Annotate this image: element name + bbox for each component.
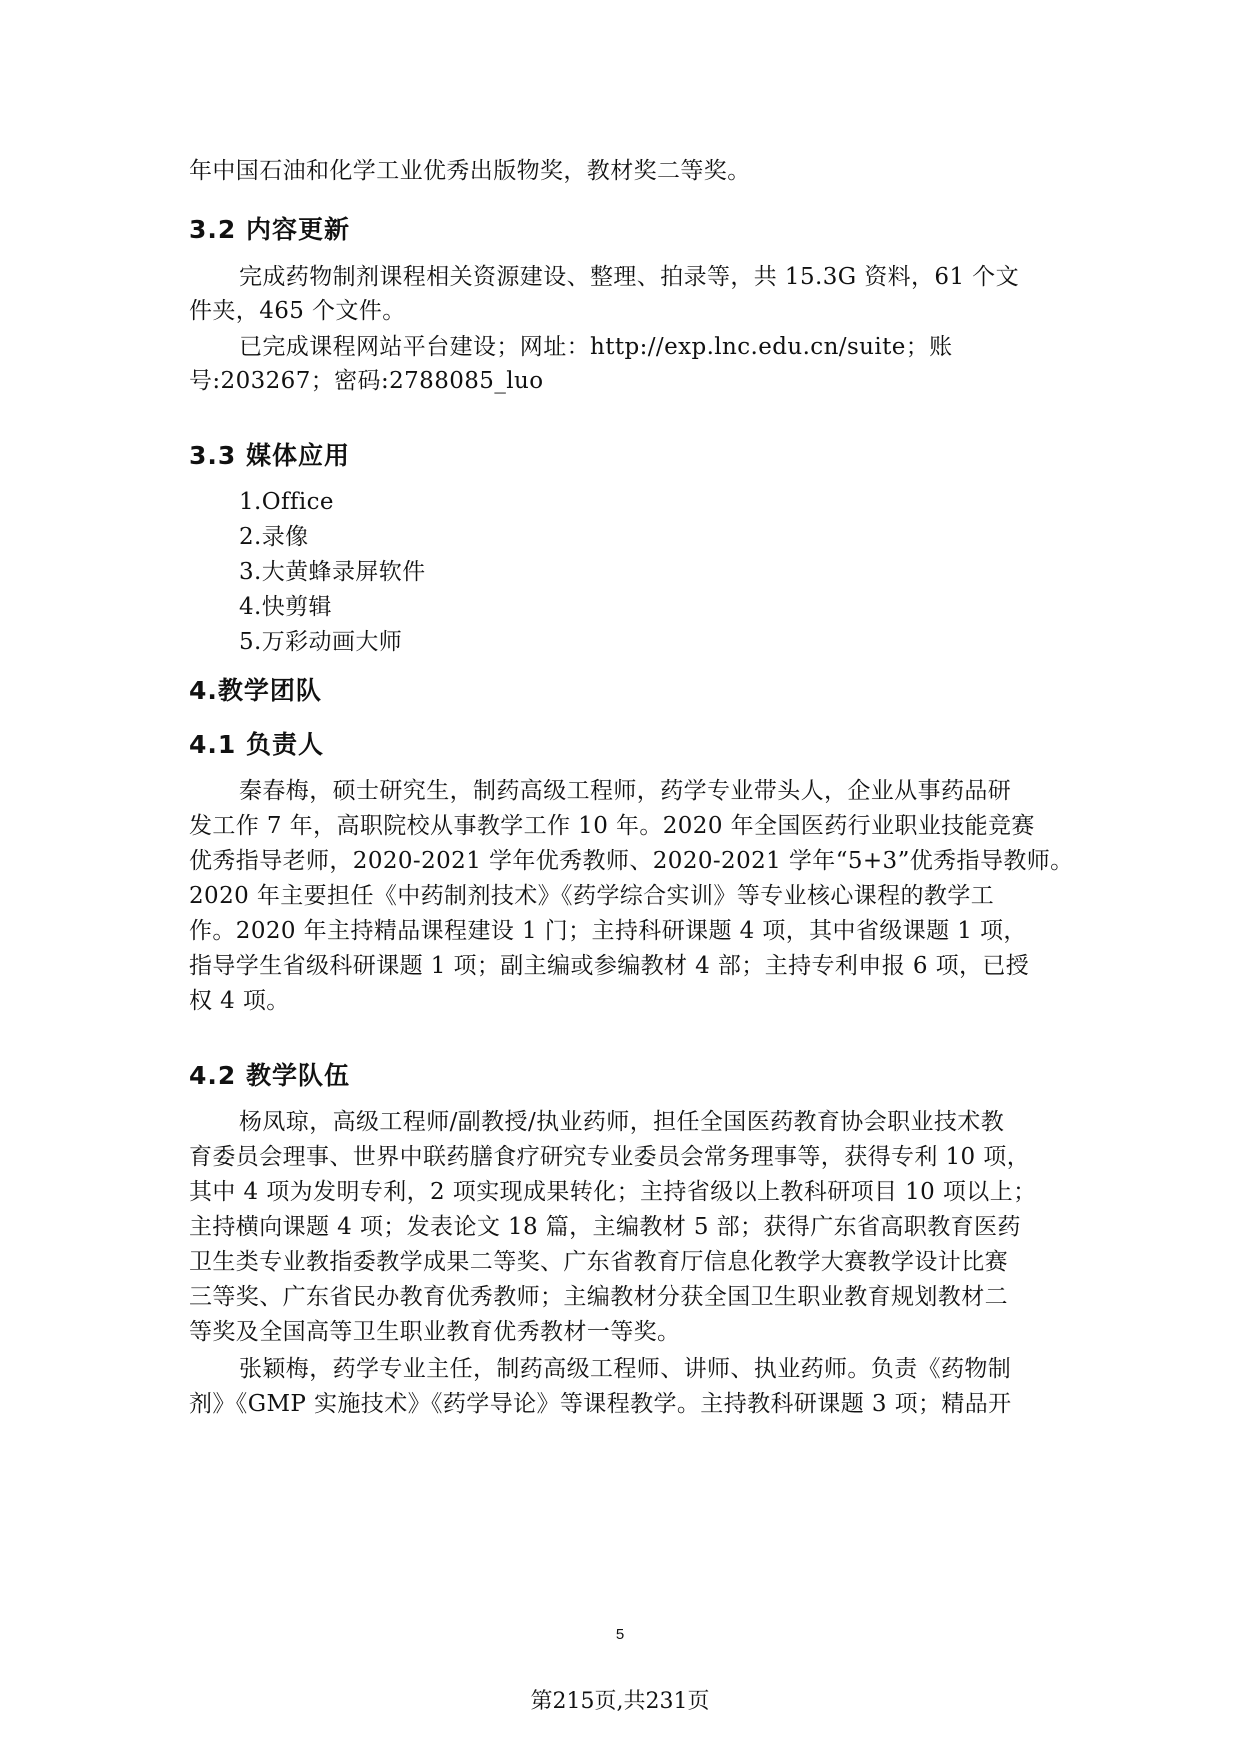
page-number: 5 bbox=[615, 1626, 625, 1643]
para-4-1-line: 权 4 项。 bbox=[189, 988, 290, 1014]
para-4-2-2-line: 张颖梅，药学专业主任，制药高级工程师、讲师、执业药师。负责《药物制 bbox=[239, 1356, 1012, 1382]
media-list-item: 1.Office bbox=[239, 489, 334, 515]
para-4-2-1-line: 杨凤琼，高级工程师/副教授/执业药师，担任全国医药教育协会职业技术教 bbox=[239, 1109, 1005, 1135]
para-4-1-line: 作。2020 年主持精品课程建设 1 门；主持科研课题 4 项，其中省级课题 1 项， bbox=[189, 918, 1027, 944]
heading-3-2: 3.2 内容更新 bbox=[189, 215, 350, 244]
page-footer: 第215页,共231页 bbox=[530, 1689, 710, 1714]
heading-4: 4.教学团队 bbox=[189, 676, 322, 705]
para-4-2-2-line: 剂》《GMP 实施技术》《药学导论》等课程教学。主持教科研课题 3 项；精品开 bbox=[189, 1391, 1012, 1417]
para-4-2-1-line: 育委员会理事、世界中联药膳食疗研究专业委员会常务理事等，获得专利 10 项， bbox=[189, 1144, 1031, 1170]
para-4-2-1-line: 三等奖、广东省民办教育优秀教师；主编教材分获全国卫生职业教育规划教材二 bbox=[189, 1284, 1008, 1310]
heading-4-1: 4.1 负责人 bbox=[189, 730, 324, 759]
heading-4-2: 4.2 教学队伍 bbox=[189, 1061, 350, 1090]
continuation-line: 年中国石油和化学工业优秀出版物奖，教材奖二等奖。 bbox=[189, 158, 751, 184]
para-4-1-line: 秦春梅，硕士研究生，制药高级工程师，药学专业带头人，企业从事药品研 bbox=[239, 778, 1012, 804]
media-list-item: 2.录像 bbox=[239, 524, 309, 550]
para-3-2-1-line: 件夹，465 个文件。 bbox=[189, 298, 406, 324]
para-4-2-1-line: 等奖及全国高等卫生职业教育优秀教材一等奖。 bbox=[189, 1319, 681, 1345]
para-3-2-2-line: 号:203267；密码:2788085_luo bbox=[189, 368, 544, 394]
para-4-1-line: 优秀指导老师，2020-2021 学年优秀教师、2020-2021 学年“5+3”优秀指导教师。 bbox=[189, 848, 1074, 874]
para-4-2-1-line: 其中 4 项为发明专利，2 项实现成果转化；主持省级以上教科研项目 10 项以上； bbox=[189, 1179, 1037, 1205]
para-3-2-1-line: 完成药物制剂课程相关资源建设、整理、拍录等，共 15.3G 资料，61 个文 bbox=[239, 264, 1019, 290]
para-3-2-2-line: 已完成课程网站平台建设；网址：http://exp.lnc.edu.cn/suite；账 bbox=[239, 334, 953, 360]
para-4-2-1-line: 卫生类专业教指委教学成果二等奖、广东省教育厅信息化教学大赛教学设计比赛 bbox=[189, 1249, 1008, 1275]
media-list-item: 3.大黄蜂录屏软件 bbox=[239, 559, 426, 585]
media-list-item: 5.万彩动画大师 bbox=[239, 629, 403, 655]
para-4-1-line: 指导学生省级科研课题 1 项；副主编或参编教材 4 部；主持专利申报 6 项，已授 bbox=[189, 953, 1030, 979]
heading-3-3: 3.3 媒体应用 bbox=[189, 441, 350, 470]
para-4-1-line: 2020 年主要担任《中药制剂技术》《药学综合实训》等专业核心课程的教学工 bbox=[189, 883, 995, 909]
media-list-item: 4.快剪辑 bbox=[239, 594, 332, 620]
para-4-2-1-line: 主持横向课题 4 项；发表论文 18 篇，主编教材 5 部；获得广东省高职教育医药 bbox=[189, 1214, 1021, 1240]
para-4-1-line: 发工作 7 年，高职院校从事教学工作 10 年。2020 年全国医药行业职业技能竞赛 bbox=[189, 813, 1035, 839]
